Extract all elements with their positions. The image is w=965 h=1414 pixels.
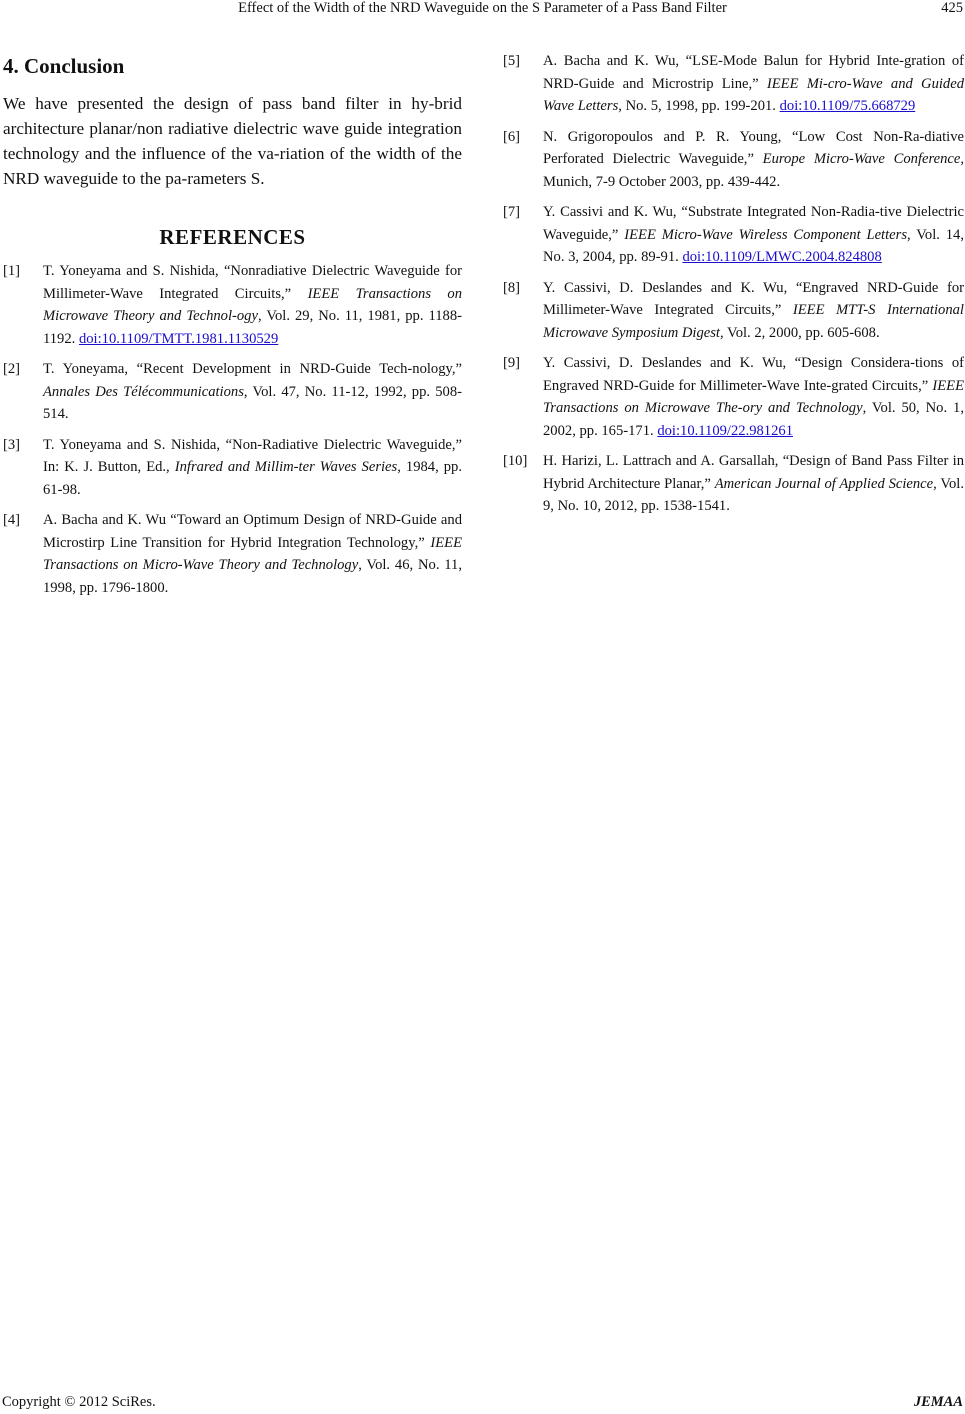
doi-link[interactable]: doi:10.1109/LMWC.2004.824808 xyxy=(682,249,882,265)
reference-venue: IEEE Transactions on Micro-Wave Theory and Technology xyxy=(43,534,462,573)
reference-details: , Vol. 46, No. 11, 1998, pp. 1796-1800. xyxy=(43,557,462,596)
doi-link[interactable]: doi:10.1109/TMTT.1981.1130529 xyxy=(78,330,279,347)
reference-text xyxy=(43,434,462,502)
reference-venue: IEEE Micro-Wave Wireless Component Letters xyxy=(624,226,908,243)
reference-label: [2] xyxy=(3,361,21,377)
reference-authors-title: N. Grigoropoulos and P. R. Young, “Low Cost Non-Ra-diative Perforated Dielectric Waveguide,” xyxy=(543,128,964,167)
conclusion-heading: 4. Conclusion xyxy=(3,54,125,78)
doi-link[interactable]: doi:10.1109/22.981261 xyxy=(657,422,793,439)
reference-text xyxy=(43,509,462,599)
reference-venue: IEEE MTT-S International Microwave Symposium Digest xyxy=(543,302,964,341)
copyright-notice: Copyright © 2012 SciRes. xyxy=(2,1394,156,1410)
reference-item-9 xyxy=(503,352,964,442)
reference-authors-title: A. Bacha and K. Wu, “LSE-Mode Balun for Hybrid Inte-gration of NRD-Guide and Microstrip Line,” xyxy=(543,53,964,92)
running-header xyxy=(0,0,965,20)
reference-label: [10] xyxy=(503,453,528,469)
reference-venue: American Journal of Applied Science xyxy=(714,475,934,492)
reference-item-7 xyxy=(503,201,964,269)
reference-text xyxy=(543,277,964,345)
doi-link[interactable]: doi:10.1109/75.668729 xyxy=(779,98,916,114)
reference-item-8 xyxy=(503,277,964,345)
reference-text xyxy=(543,201,964,269)
reference-text xyxy=(543,352,964,442)
left-column xyxy=(3,50,462,607)
page-number: 425 xyxy=(941,0,963,16)
reference-item-1 xyxy=(3,260,462,350)
reference-authors-title: Y. Cassivi, D. Deslandes and K. Wu, “Design Considera-tions of Engraved NRD-Guide for Millimeter-Wave Inte-grated Circuits,” xyxy=(543,355,964,394)
reference-item-6 xyxy=(503,126,964,194)
reference-label: [7] xyxy=(503,204,521,220)
reference-text xyxy=(543,450,964,518)
reference-item-2 xyxy=(3,358,462,426)
reference-label: [1] xyxy=(3,263,21,279)
reference-venue: Infrared and Millim-ter Waves Series xyxy=(174,459,398,475)
reference-list-left xyxy=(3,260,462,599)
reference-item-10 xyxy=(503,450,964,518)
journal-abbreviation: JEMAA xyxy=(913,1394,963,1410)
reference-details: , Vol. 50, No. 1, 2002, pp. 165-171. xyxy=(543,400,964,439)
reference-details: , 1984, pp. 61-98. xyxy=(43,459,462,498)
reference-authors-title: Y. Cassivi, D. Deslandes and K. Wu, “Engraved NRD-Guide for Millimeter-Wave Integrated Circuits,” xyxy=(543,279,964,318)
reference-label: [6] xyxy=(503,128,521,145)
right-column xyxy=(503,50,964,526)
reference-venue: IEEE Transactions on Microwave The-ory and Technology xyxy=(543,377,964,416)
reference-authors-title: T. Yoneyama, “Recent Development in NRD-Guide Tech-nology,” xyxy=(43,361,462,377)
reference-label: [3] xyxy=(3,436,21,453)
reference-label: [8] xyxy=(503,279,521,296)
reference-details: , Vol. 29, No. 11, 1981, pp. 1188-1192. xyxy=(43,308,462,347)
reference-authors-title: Y. Cassivi and K. Wu, “Substrate Integrated Non-Radia-tive Dielectric Waveguide,” xyxy=(543,204,964,243)
reference-details: , Vol. 14, No. 3, 2004, pp. 89-91. xyxy=(543,226,964,265)
page-footer xyxy=(0,1394,965,1414)
reference-text xyxy=(543,50,964,118)
reference-text xyxy=(543,126,964,194)
conclusion-text: We have presented the design of pass band filter in hy-brid architecture planar/non radiative dielectric wave guide integration technology and the influence of the va-riation of the width of the NRD waveguide to the pa-rameters S. xyxy=(3,94,462,188)
reference-authors-title: T. Yoneyama and S. Nishida, “Non-Radiative Dielectric Waveguide,” In: K. J. Button, Ed., xyxy=(43,436,462,475)
reference-authors-title: A. Bacha and K. Wu “Toward an Optimum Design of NRD-Guide and Microstirp Line Transition for Hybrid Integration Technology,” xyxy=(43,512,462,551)
reference-authors-title: H. Harizi, L. Lattrach and A. Garsallah, “Design of Band Pass Filter in Hybrid Architecture Planar,” xyxy=(543,453,964,492)
reference-label: [4] xyxy=(3,512,21,528)
reference-venue: IEEE Transactions on Microwave Theory and Technol-ogy xyxy=(43,285,462,324)
reference-item-3 xyxy=(3,434,462,502)
running-title: Effect of the Width of the NRD Waveguide on the S Parameter of a Pass Band Filter xyxy=(238,0,727,16)
reference-authors-title: T. Yoneyama and S. Nishida, “Nonradiative Dielectric Waveguide for Millimeter-Wave Integrated Circuits,” xyxy=(43,263,462,302)
reference-item-4 xyxy=(3,509,462,599)
reference-label: [5] xyxy=(503,53,521,69)
reference-details: , Vol. 9, No. 10, 2012, pp. 1538-1541. xyxy=(543,475,964,514)
reference-text xyxy=(43,358,462,426)
reference-details: , Vol. 47, No. 11-12, 1992, pp. 508-514. xyxy=(43,383,462,422)
reference-venue: Annales Des Télécommunications xyxy=(43,383,244,400)
reference-details: , Vol. 2, 2000, pp. 605-608. xyxy=(720,324,880,341)
reference-details: , No. 5, 1998, pp. 199-201. xyxy=(618,98,780,114)
reference-item-5 xyxy=(503,50,964,118)
reference-label: [9] xyxy=(503,355,521,371)
reference-venue: IEEE Mi-cro-Wave and Guided Wave Letters xyxy=(543,75,965,114)
reference-list-right xyxy=(503,50,964,518)
reference-details: , Munich, 7-9 October 2003, pp. 439-442. xyxy=(543,151,965,190)
reference-text xyxy=(43,260,462,350)
references-heading: REFERENCES xyxy=(159,225,306,249)
reference-venue: Europe Micro-Wave Conference xyxy=(762,151,961,167)
